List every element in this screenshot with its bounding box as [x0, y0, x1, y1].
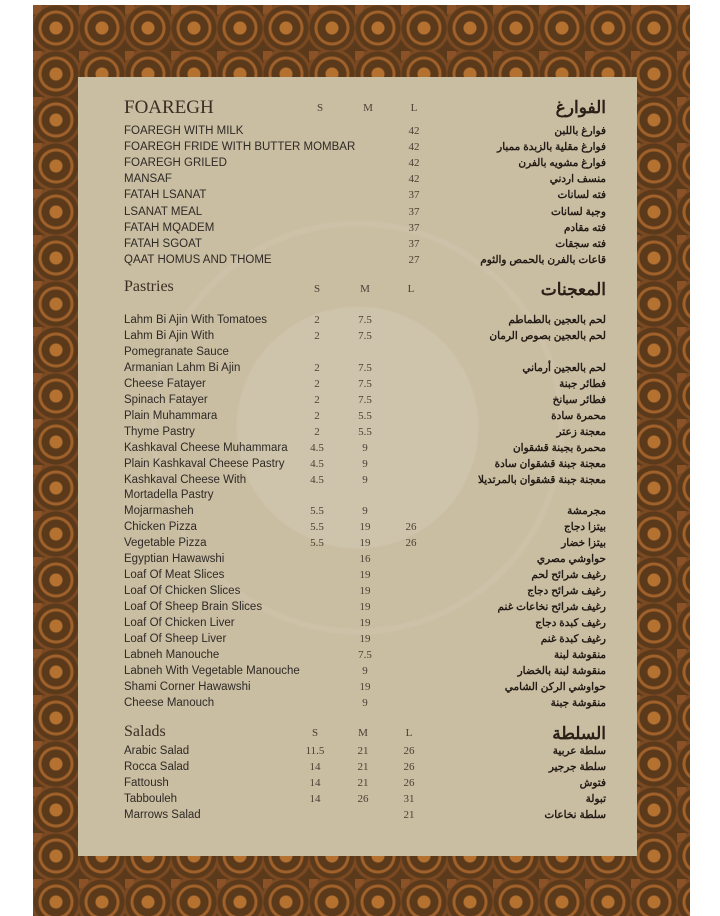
item-name-arabic: حواوشي مصري — [536, 553, 606, 566]
price-small: 4.5 — [310, 473, 324, 486]
menu-item-row — [78, 204, 637, 220]
menu-item-row — [78, 759, 637, 775]
item-name-arabic: فتوش — [579, 777, 606, 789]
item-name-arabic: قاعات بالفرن بالحمص والثوم — [480, 253, 606, 266]
item-name-arabic: وجبة لسانات — [550, 205, 606, 218]
item-name-arabic: تبولة — [585, 793, 606, 805]
item-name: Marrows Salad — [124, 809, 201, 821]
item-name: Plain Kashkaval Cheese Pastry — [124, 457, 285, 470]
size-header-s: S — [311, 727, 319, 739]
item-name-arabic: لحم بالعجين أرماني — [522, 361, 606, 374]
item-name-arabic: فوارغ مشويه بالفرن — [518, 157, 606, 170]
price-large: 26 — [405, 521, 417, 534]
price-medium: 9 — [362, 473, 368, 486]
item-name: Rocca Salad — [124, 761, 190, 773]
price-small: 2 — [314, 409, 320, 422]
price-medium: 19 — [359, 601, 371, 614]
item-name: Mortadella Pastry — [124, 489, 214, 502]
menu-item-row — [78, 155, 637, 171]
item-name: LSANAT MEAL — [124, 205, 203, 218]
price-large: 27 — [408, 253, 420, 266]
menu-item-row — [78, 807, 637, 823]
item-name-arabic: فطائر سبانخ — [552, 393, 606, 406]
menu-item-row — [78, 487, 637, 503]
size-header-m: M — [358, 727, 368, 739]
menu-item-row — [78, 631, 637, 647]
item-name: Kashkaval Cheese With — [124, 473, 247, 486]
price-large: 26 — [403, 761, 415, 773]
price-small: 5.5 — [310, 537, 324, 550]
item-name: FOAREGH FRIDE WITH BUTTER MOMBAR — [124, 141, 356, 154]
item-name: Armanian Lahm Bi Ajin — [124, 361, 241, 374]
price-large: 42 — [408, 157, 420, 170]
item-name-arabic: فته لسانات — [557, 189, 606, 202]
price-large: 37 — [408, 237, 420, 250]
price-medium: 9 — [362, 441, 368, 454]
price-medium: 7.5 — [358, 377, 372, 390]
price-large: 42 — [408, 125, 420, 137]
item-name-arabic: بيتزا دجاج — [563, 521, 606, 534]
menu-item-row — [78, 312, 637, 328]
item-name: Pomegranate Sauce — [124, 345, 229, 358]
item-name: Loaf Of Sheep Liver — [124, 633, 227, 645]
item-name-arabic: فطائر جبنة — [559, 377, 606, 390]
price-large: 26 — [403, 745, 415, 757]
menu-item-row — [78, 344, 637, 360]
price-medium: 19 — [359, 521, 371, 534]
price-small: 2 — [314, 393, 320, 406]
menu-item-row — [78, 123, 637, 139]
size-header-m: M — [360, 283, 370, 295]
price-large: 37 — [408, 189, 420, 202]
size-header-l: L — [410, 102, 418, 114]
menu-item-row — [78, 599, 637, 615]
price-medium: 9 — [362, 505, 368, 518]
menu-item-row — [78, 392, 637, 408]
item-name: Tabbouleh — [124, 793, 178, 805]
menu-item-row — [78, 775, 637, 791]
size-header-l: L — [405, 727, 413, 739]
item-name-arabic: رغيف كبدة غنم — [540, 633, 606, 645]
menu-item-row — [78, 679, 637, 695]
size-header-m: M — [363, 102, 373, 114]
menu-item-row — [78, 440, 637, 456]
price-medium: 5.5 — [358, 409, 372, 422]
price-large: 37 — [408, 221, 420, 234]
item-name-arabic: سلطة نخاعات — [544, 809, 606, 821]
price-medium: 7.5 — [358, 649, 372, 661]
item-name-arabic: فوارغ باللبن — [554, 125, 606, 137]
price-small: 5.5 — [310, 505, 324, 518]
item-name: QAAT HOMUS AND THOME — [124, 253, 272, 266]
item-name: Vegetable Pizza — [124, 537, 207, 550]
price-large: 37 — [408, 205, 420, 218]
menu-item-row — [78, 139, 637, 155]
menu-item-row — [78, 791, 637, 807]
price-small: 14 — [309, 793, 321, 805]
menu-item-row — [78, 187, 637, 203]
item-name: Chicken Pizza — [124, 521, 197, 534]
menu-panel — [78, 77, 637, 856]
price-large: 21 — [403, 809, 415, 821]
price-medium: 16 — [359, 553, 371, 566]
price-medium: 19 — [359, 680, 371, 693]
price-medium: 9 — [362, 457, 368, 470]
size-header-s: S — [313, 283, 321, 295]
price-medium: 9 — [362, 664, 368, 677]
size-header-s: S — [316, 102, 324, 114]
menu-item-row — [78, 220, 637, 236]
menu-item-row — [78, 615, 637, 631]
item-name: FATAH MQADEM — [124, 221, 215, 234]
item-name: Loaf Of Chicken Liver — [124, 617, 235, 629]
price-small: 2 — [314, 329, 320, 342]
price-small: 14 — [309, 777, 321, 789]
price-medium: 26 — [357, 793, 369, 805]
item-name-arabic: معجنة زعتر — [556, 425, 606, 438]
price-medium: 5.5 — [358, 425, 372, 438]
item-name-arabic: سلطة جرجير — [548, 761, 606, 773]
price-small: 4.5 — [310, 457, 324, 470]
menu-item-row — [78, 503, 637, 519]
price-medium: 19 — [359, 569, 371, 582]
item-name-arabic: سلطة عربية — [552, 745, 606, 757]
price-large: 26 — [405, 537, 417, 550]
item-name-arabic: رغيف كبدة دجاج — [535, 617, 606, 629]
price-small: 14 — [309, 761, 321, 773]
item-name-arabic: لحم بالعجين بالطماطم — [508, 314, 606, 326]
item-name-arabic: فته مقادم — [563, 221, 606, 234]
menu-item-row — [78, 252, 637, 268]
section-title: Salads — [124, 723, 166, 740]
price-small: 2 — [314, 314, 320, 326]
menu-item-row — [78, 551, 637, 567]
item-name: Mojarmasheh — [124, 505, 194, 518]
price-medium: 19 — [359, 585, 371, 598]
menu-item-row — [78, 456, 637, 472]
section-title: Pastries — [124, 278, 174, 295]
item-name: FOAREGH GRILED — [124, 157, 227, 170]
menu-item-row — [78, 583, 637, 599]
item-name: Kashkaval Cheese Muhammara — [124, 441, 288, 454]
item-name: FATAH LSANAT — [124, 189, 207, 202]
menu-item-row — [78, 360, 637, 376]
item-name-arabic: محمرة بجبنة قشقوان — [512, 441, 606, 454]
price-medium: 7.5 — [358, 361, 372, 374]
price-small: 2 — [314, 425, 320, 438]
price-medium: 21 — [357, 745, 369, 757]
item-name: FATAH SGOAT — [124, 237, 202, 250]
item-name: Loaf Of Chicken Slices — [124, 585, 241, 598]
price-medium: 21 — [357, 761, 369, 773]
item-name: Labneh With Vegetable Manouche — [124, 664, 300, 677]
item-name-arabic: محمرة سادة — [551, 409, 606, 422]
section-title-arabic: السلطة — [552, 724, 606, 743]
menu-item-row — [78, 376, 637, 392]
price-small: 2 — [314, 377, 320, 390]
item-name-arabic: معجنة جبنة قشقوان سادة — [494, 457, 606, 470]
item-name: FOAREGH WITH MILK — [124, 125, 244, 137]
item-name: Egyptian Hawawshi — [124, 553, 225, 566]
price-small: 5.5 — [310, 521, 324, 534]
price-small: 11.5 — [305, 745, 325, 757]
section-title: FOAREGH — [124, 97, 214, 118]
item-name: Arabic Salad — [124, 745, 190, 757]
item-name-arabic: معجنة جبنة قشقوان بالمرتديلا — [477, 473, 606, 486]
price-small: 2 — [314, 361, 320, 374]
menu-item-row — [78, 743, 637, 759]
size-header-l: L — [407, 283, 415, 295]
price-medium: 7.5 — [358, 393, 372, 406]
item-name: Lahm Bi Ajin With — [124, 329, 215, 342]
item-name: Shami Corner Hawawshi — [124, 680, 251, 693]
price-medium: 9 — [362, 696, 368, 709]
item-name-arabic: مجرمشة — [567, 505, 606, 518]
menu-item-row — [78, 567, 637, 583]
section-title-arabic: المعجنات — [540, 280, 606, 299]
item-name: Cheese Fatayer — [124, 377, 206, 390]
price-large: 31 — [403, 793, 415, 805]
menu-item-row — [78, 663, 637, 679]
price-large: 42 — [408, 173, 420, 186]
item-name-arabic: رغيف شرائح لحم — [531, 569, 606, 582]
price-medium: 19 — [359, 617, 371, 629]
section-title-arabic: الفوارغ — [555, 98, 606, 117]
item-name: Cheese Manouch — [124, 696, 215, 709]
item-name-arabic: فوارغ مقلية بالزبدة ممبار — [497, 141, 606, 154]
menu-item-row — [78, 236, 637, 252]
price-large: 26 — [403, 777, 415, 789]
item-name: Plain Muhammara — [124, 409, 218, 422]
item-name-arabic: منقوشة لبنة بالخضار — [517, 664, 606, 677]
item-name-arabic: بيتزا خضار — [561, 537, 606, 550]
menu-item-row — [78, 171, 637, 187]
price-medium: 7.5 — [358, 314, 372, 326]
price-small: 4.5 — [310, 441, 324, 454]
menu-item-row — [78, 695, 637, 711]
item-name-arabic: منقوشة جبنة — [550, 696, 606, 709]
menu-item-row — [78, 408, 637, 424]
item-name: Fattoush — [124, 777, 169, 789]
item-name: Loaf Of Meat Slices — [124, 569, 225, 582]
item-name-arabic: حواوشي الركن الشامي — [504, 680, 606, 693]
menu-item-row — [78, 424, 637, 440]
item-name: Lahm Bi Ajin With Tomatoes — [124, 314, 267, 326]
price-medium: 7.5 — [358, 329, 372, 342]
price-large: 42 — [408, 141, 420, 154]
item-name: Labneh Manouche — [124, 649, 220, 661]
item-name: Loaf Of Sheep Brain Slices — [124, 601, 263, 614]
item-name-arabic: منسف اردني — [549, 173, 606, 186]
item-name-arabic: لحم بالعجين بصوص الرمان — [489, 329, 606, 342]
item-name: Spinach Fatayer — [124, 393, 208, 406]
menu-item-row — [78, 519, 637, 535]
item-name-arabic: رغيف شرائح نخاعات غنم — [497, 601, 606, 614]
price-medium: 19 — [359, 633, 371, 645]
item-name: MANSAF — [124, 173, 172, 186]
menu-item-row — [78, 647, 637, 663]
item-name: Thyme Pastry — [124, 425, 195, 438]
item-name-arabic: منقوشة لبنة — [553, 649, 606, 661]
price-medium: 19 — [359, 537, 371, 550]
item-name-arabic: رغيف شرائح دجاج — [527, 585, 606, 598]
menu-item-row — [78, 472, 637, 488]
menu-item-row — [78, 535, 637, 551]
menu-item-row — [78, 328, 637, 344]
price-medium: 21 — [357, 777, 369, 789]
item-name-arabic: فته سجقات — [555, 237, 606, 250]
